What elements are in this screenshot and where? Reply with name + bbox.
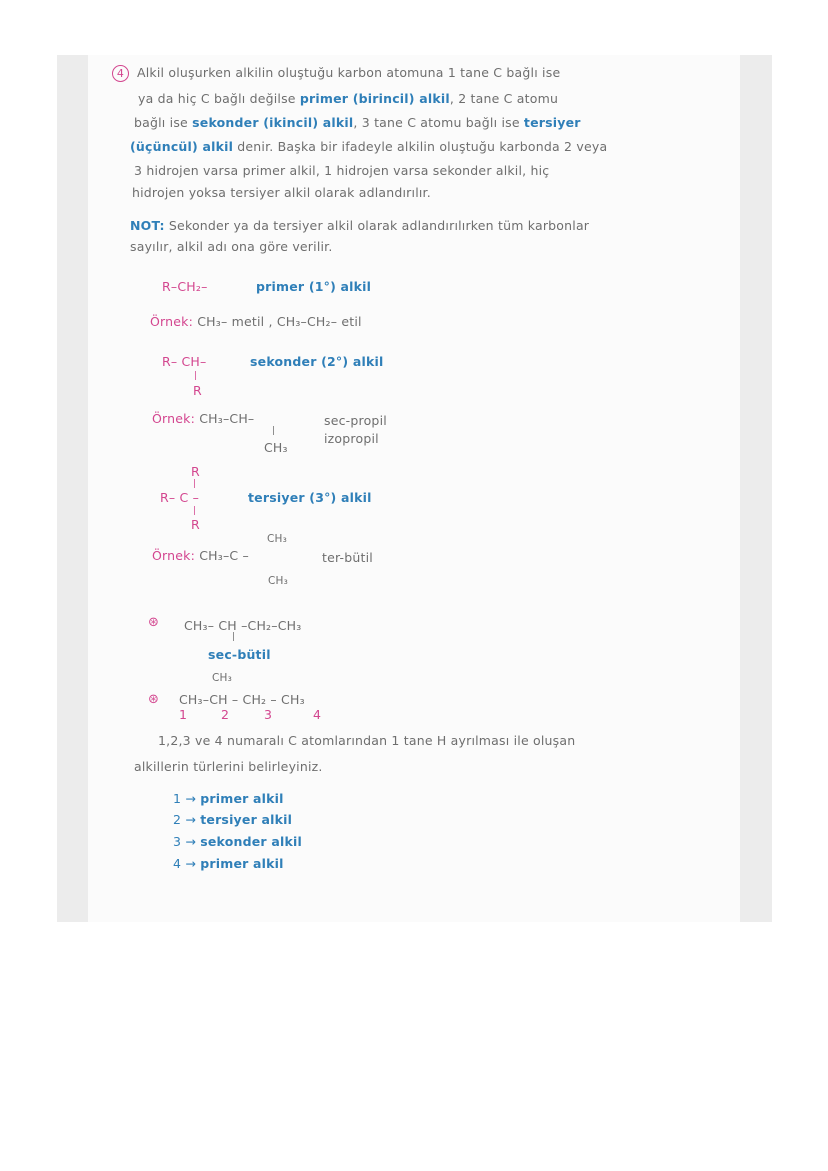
- answer-item: 3 → sekonder alkil: [173, 834, 302, 849]
- note-label: NOT:: [130, 218, 165, 233]
- answer-item: 2 → tersiyer alkil: [173, 812, 293, 827]
- paragraph-line-6: hidrojen yoksa tersiyer alkil olarak adlandırılır.: [132, 185, 431, 200]
- sekonder-example-sub: CH₃: [264, 440, 288, 455]
- tersiyer-label: tersiyer (3°) alkil: [248, 490, 372, 505]
- tersiyer-top: R: [191, 464, 200, 479]
- primer-label: primer (1°) alkil: [256, 279, 372, 294]
- sekonder-example: Örnek: CH₃–CH–: [152, 411, 255, 426]
- carbon-number-3: 3: [264, 707, 273, 722]
- carbon-number-1: 1: [179, 707, 188, 722]
- sekonder-substituent: R: [193, 383, 202, 398]
- bond-line: |: [193, 506, 197, 516]
- tersiyer-example: Örnek: CH₃–C –: [152, 548, 249, 563]
- paragraph-line-5: 3 hidrojen varsa primer alkil, 1 hidrojen varsa sekonder alkil, hiç: [134, 163, 550, 178]
- example1-formula: CH₃– CH –CH₂–CH₃: [184, 618, 302, 633]
- bond-line: |: [194, 371, 198, 381]
- example1-name: sec-bütil: [208, 647, 271, 662]
- bond-line: |: [193, 479, 197, 489]
- tersiyer-sub: R: [191, 517, 200, 532]
- sekonder-name-1: sec-propil: [324, 413, 387, 428]
- section-number-badge: 4: [112, 65, 129, 82]
- primer-formula: R–CH₂–: [162, 279, 208, 294]
- note-line-2: sayılır, alkil adı ona göre verilir.: [130, 239, 333, 254]
- paragraph-line-1: 4 Alkil oluşurken alkilin oluştuğu karbon atomuna 1 tane C bağlı ise: [112, 65, 560, 82]
- paragraph-line-2: ya da hiç C bağlı değilse primer (birincil) alkil, 2 tane C atomu: [138, 91, 559, 106]
- bond-line: |: [272, 426, 276, 436]
- paragraph-line-4: (üçüncül) alkil denir. Başka bir ifadeyle alkilin oluştuğu karbonda 2 veya: [130, 139, 608, 154]
- example2-top: CH₃: [212, 672, 233, 684]
- question-line-1: 1,2,3 ve 4 numaralı C atomlarından 1 tane H ayrılması ile oluşan: [158, 733, 576, 748]
- sekonder-formula: R– CH–: [162, 354, 207, 369]
- note-line-1: NOT: Sekonder ya da tersiyer alkil olarak adlandırılırken tüm karbonlar: [130, 218, 590, 233]
- term-tersiyer: tersiyer: [523, 115, 581, 130]
- answer-item: 4 → primer alkil: [173, 856, 284, 871]
- term-sekonder: sekonder (ikincil) alkil: [192, 115, 354, 130]
- carbon-number-2: 2: [221, 707, 230, 722]
- primer-example: Örnek: CH₃– metil , CH₃–CH₂– etil: [150, 314, 362, 329]
- example2-formula: CH₃–CH – CH₂ – CH₃: [179, 692, 305, 707]
- paragraph-line-3: bağlı ise sekonder (ikincil) alkil, 3 tane C atomu bağlı ise tersiyer: [134, 115, 581, 130]
- tersiyer-example-top: CH₃: [267, 533, 288, 545]
- answer-item: 1 → primer alkil: [173, 791, 284, 806]
- question-line-2: alkillerin türlerini belirleyiniz.: [134, 759, 323, 774]
- tersiyer-name: ter-bütil: [322, 550, 373, 565]
- star-bullet-icon: ⊛: [148, 692, 160, 707]
- tersiyer-example-sub: CH₃: [268, 575, 289, 587]
- bond-line: |: [232, 632, 236, 642]
- tersiyer-formula: R– C –: [160, 490, 200, 505]
- sekonder-name-2: izopropil: [324, 431, 379, 446]
- star-bullet-icon: ⊛: [148, 615, 160, 630]
- carbon-number-4: 4: [313, 707, 322, 722]
- sekonder-label: sekonder (2°) alkil: [250, 354, 384, 369]
- term-primer: primer (birincil) alkil: [299, 91, 450, 106]
